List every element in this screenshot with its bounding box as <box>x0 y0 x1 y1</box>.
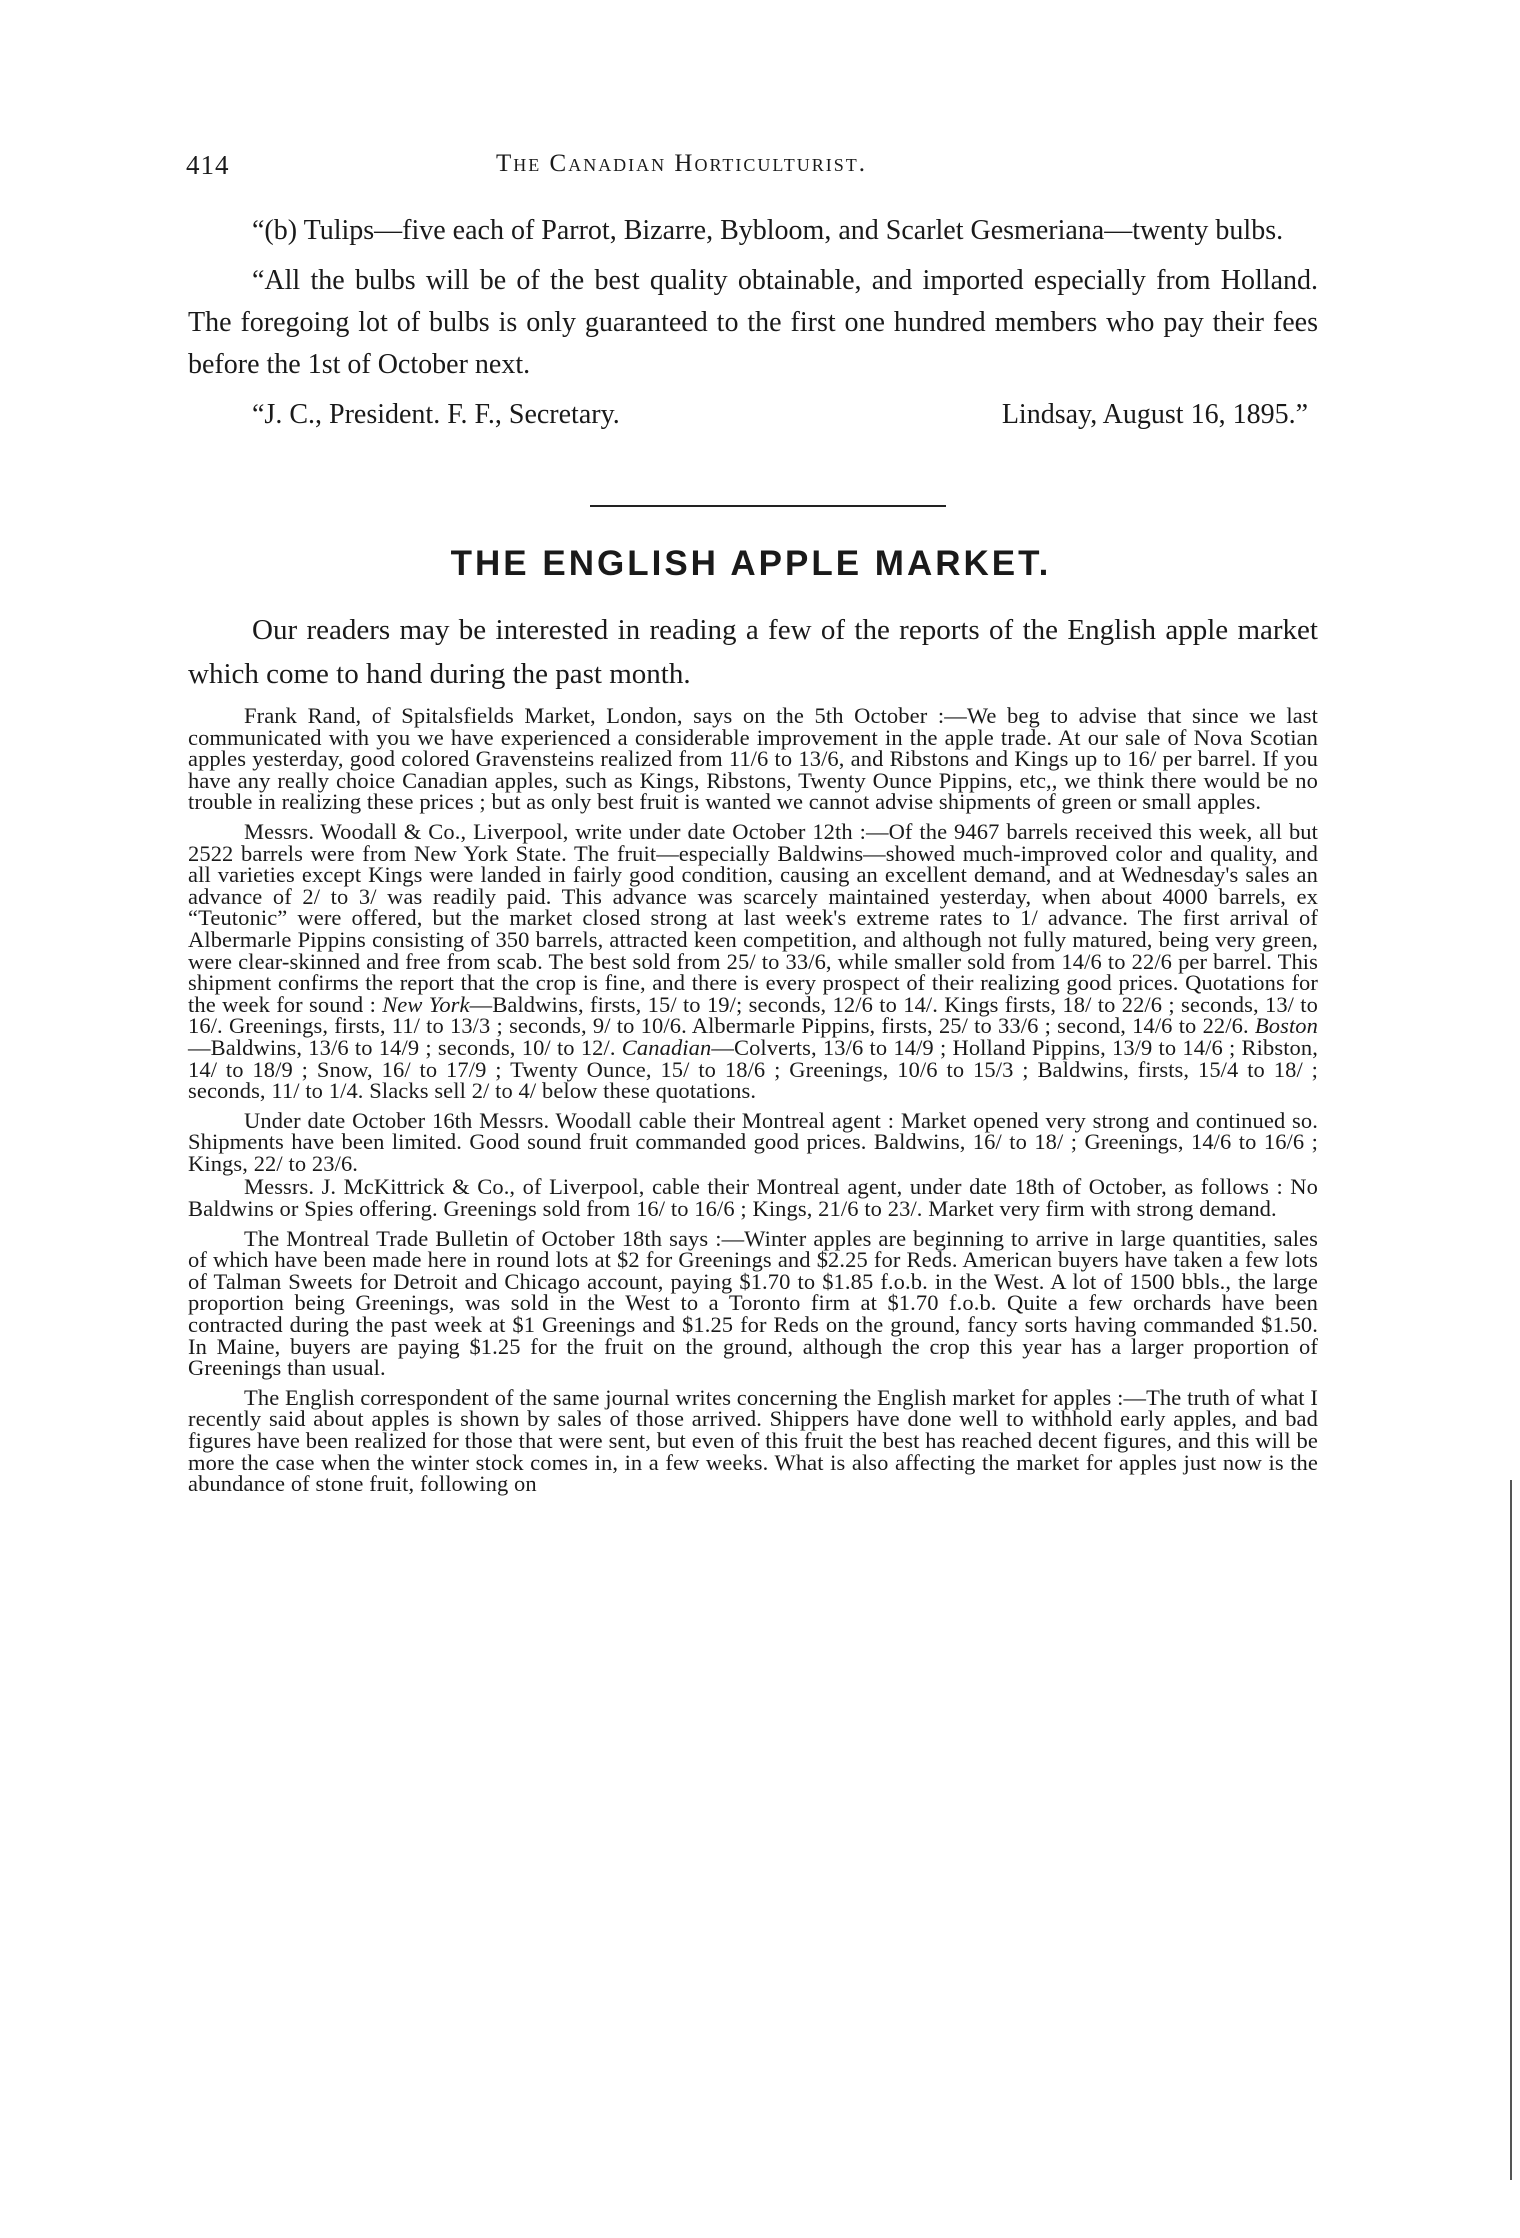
signature-names: “J. C., President. F. F., Secretary. <box>252 399 620 430</box>
page-edge-mark <box>1510 1480 1512 2180</box>
report-woodall-canadian: —Colverts, 13/6 to 14/9 ; Holland Pippins, 13/9 to 14/6 ; Ribston, 14/ to 18/9 ; Snow, 16/ to 17/9 ; Twenty Ounce, 15/ to 18/6 ; Greenings, 10/6 to 15/3 ; Baldwins, firsts, 15/4 to 18/ ; seconds, 11/ to 1/4. Slacks sell 2/ to 4/ below these quotations. <box>188 1034 1318 1104</box>
report-woodall <box>188 818 1319 1104</box>
section-divider <box>590 505 946 507</box>
report-mckittrick: Messrs. J. McKittrick & Co., of Liverpool, cable their Montreal agent, under date 18th of October, as follows : No Baldwins or Spies offering. Greenings sold from 16/ to 16/6 ; Kings, 21/6 to 23/. Market very firm with strong demand. <box>188 1174 1318 1222</box>
signature-line <box>188 394 1318 436</box>
report-woodall-intro: Messrs. Woodall & Co., Liverpool, write under date October 12th :—Of the 9467 barrels received this week, all but 2522 barrels were from New York State. The fruit—especially Baldwins—showed much-improved color and quality, and all varieties except Kings were landed in fairly good condition, causing an excellent demand, and at Wednesday's sales an advance of 2/ to 3/ was readily paid. This advance was scarcely maintained yesterday, when about 4000 barrels, ex “Teutonic” were offered, but the market closed strong at last week's extreme rates to 1/ advance. The first arrival of Albermarle Pippins consisting of 350 barrels, attracted keen competition, and although not fully matured, being very green, were clear-skinned and free from scab. The best sold from 25/ to 33/6, while smaller sold from 14/6 to 22/6 per barrel. This shipment confirms the report that the crop is fine, and there is every prospect of their realizing good prices. Quotations for the week for sound : <box>188 818 1318 1017</box>
label-boston: Boston <box>1254 1013 1319 1039</box>
bulb-offer-text <box>188 210 1318 436</box>
report-english-correspondent: The English correspondent of the same journal writes concerning the English market for apples :—The truth of what I recently said about apples is shown by sales of those arrived. Shippers have done well to withhold early apples, and bad figures have been realized for those that were sent, but even of this fruit the best has reached decent figures, and this will be more the case when the winter stock comes in, in a few weeks. What is also affecting the market for apples just now is the abundance of stone fruit, following on <box>188 1384 1318 1497</box>
market-reports <box>188 705 1318 1503</box>
report-montreal-bulletin: The Montreal Trade Bulletin of October 18th says :—Winter apples are beginning to arrive in large quantities, sales of which have been made here in round lots at $2 for Greenings and $2.25 for Reds. American buyers have taken a few lots of Talman Sweets for Detroit and Chicago account, paying $1.70 to $1.85 f.o.b. in the West. A lot of 1500 bbls., the large proportion being Greenings, was sold in the West to a Toronto firm at $1.70 f.o.b. Quite a few orchards have been contracted during the past week at $1 Greenings and $1.25 for Reds on the ground, fancy sorts having commanded $1.50. In Maine, buyers are paying $1.25 for the fruit on the ground, although the crop this year has a larger proportion of Greenings than usual. <box>188 1225 1318 1381</box>
report-woodall-boston: —Baldwins, 13/6 to 14/9 ; seconds, 10/ to 12/. <box>188 1034 616 1060</box>
label-new-york: New York <box>382 991 470 1017</box>
journal-title: The Canadian Horticulturist. <box>496 150 867 177</box>
article-title: THE ENGLISH APPLE MARKET. <box>450 544 1052 583</box>
tulips-paragraph: “(b) Tulips—five each of Parrot, Bizarre, Bybloom, and Scarlet Gesmeriana—twenty bulbs. <box>252 215 1284 246</box>
running-head <box>186 150 1316 190</box>
label-canadian: Canadian <box>621 1034 712 1060</box>
signature-place-date: Lindsay, August 16, 1895.” <box>1001 399 1308 430</box>
report-woodall-cable: Under date October 16th Messrs. Woodall cable their Montreal agent : Market opened very strong and continued so. Shipments have been limited. Good sound fruit commanded good prices. Baldwins, 16/ to 18/ ; Greenings, 14/6 to 16/6 ; Kings, 22/ to 23/6. <box>188 1107 1318 1176</box>
page-number: 414 <box>186 150 230 180</box>
report-woodall-new-york: —Baldwins, firsts, 15/ to 19/; seconds, 12/6 to 14/. Kings firsts, 18/ to 22/6 ; seconds, 13/ to 16/. Greenings, firsts, 11/ to 13/3 ; seconds, 9/ to 10/6. Albermarle Pippins, firsts, 25/ to 33/6 ; second, 14/6 to 22/6. <box>188 991 1318 1039</box>
report-frank-rand: Frank Rand, of Spitalsfields Market, London, says on the 5th October :—We beg to advise that since we last communicated with you we have experienced a considerable improvement in the apple trade. At our sale of Nova Scotian apples yesterday, good colored Gravensteins realized from 11/6 to 13/6, and Ribstons and Kings up to 16/ per barrel. If you have any really choice Canadian apples, such as Kings, Ribstons, Twenty Ounce Pippins, etc,, we think there would be no trouble in realizing these prices ; but as only best fruit is wanted we cannot advise shipments of green or small apples. <box>188 703 1318 815</box>
lead-paragraph: Our readers may be interested in reading a few of the reports of the English apple market which come to hand during the past month. <box>188 614 1318 690</box>
bulbs-note-paragraph: “All the bulbs will be of the best quality obtainable, and imported especially from Holland. The foregoing lot of bulbs is only guaranteed to the first one hundred members who pay their fees before the 1st of October next. <box>188 265 1318 380</box>
